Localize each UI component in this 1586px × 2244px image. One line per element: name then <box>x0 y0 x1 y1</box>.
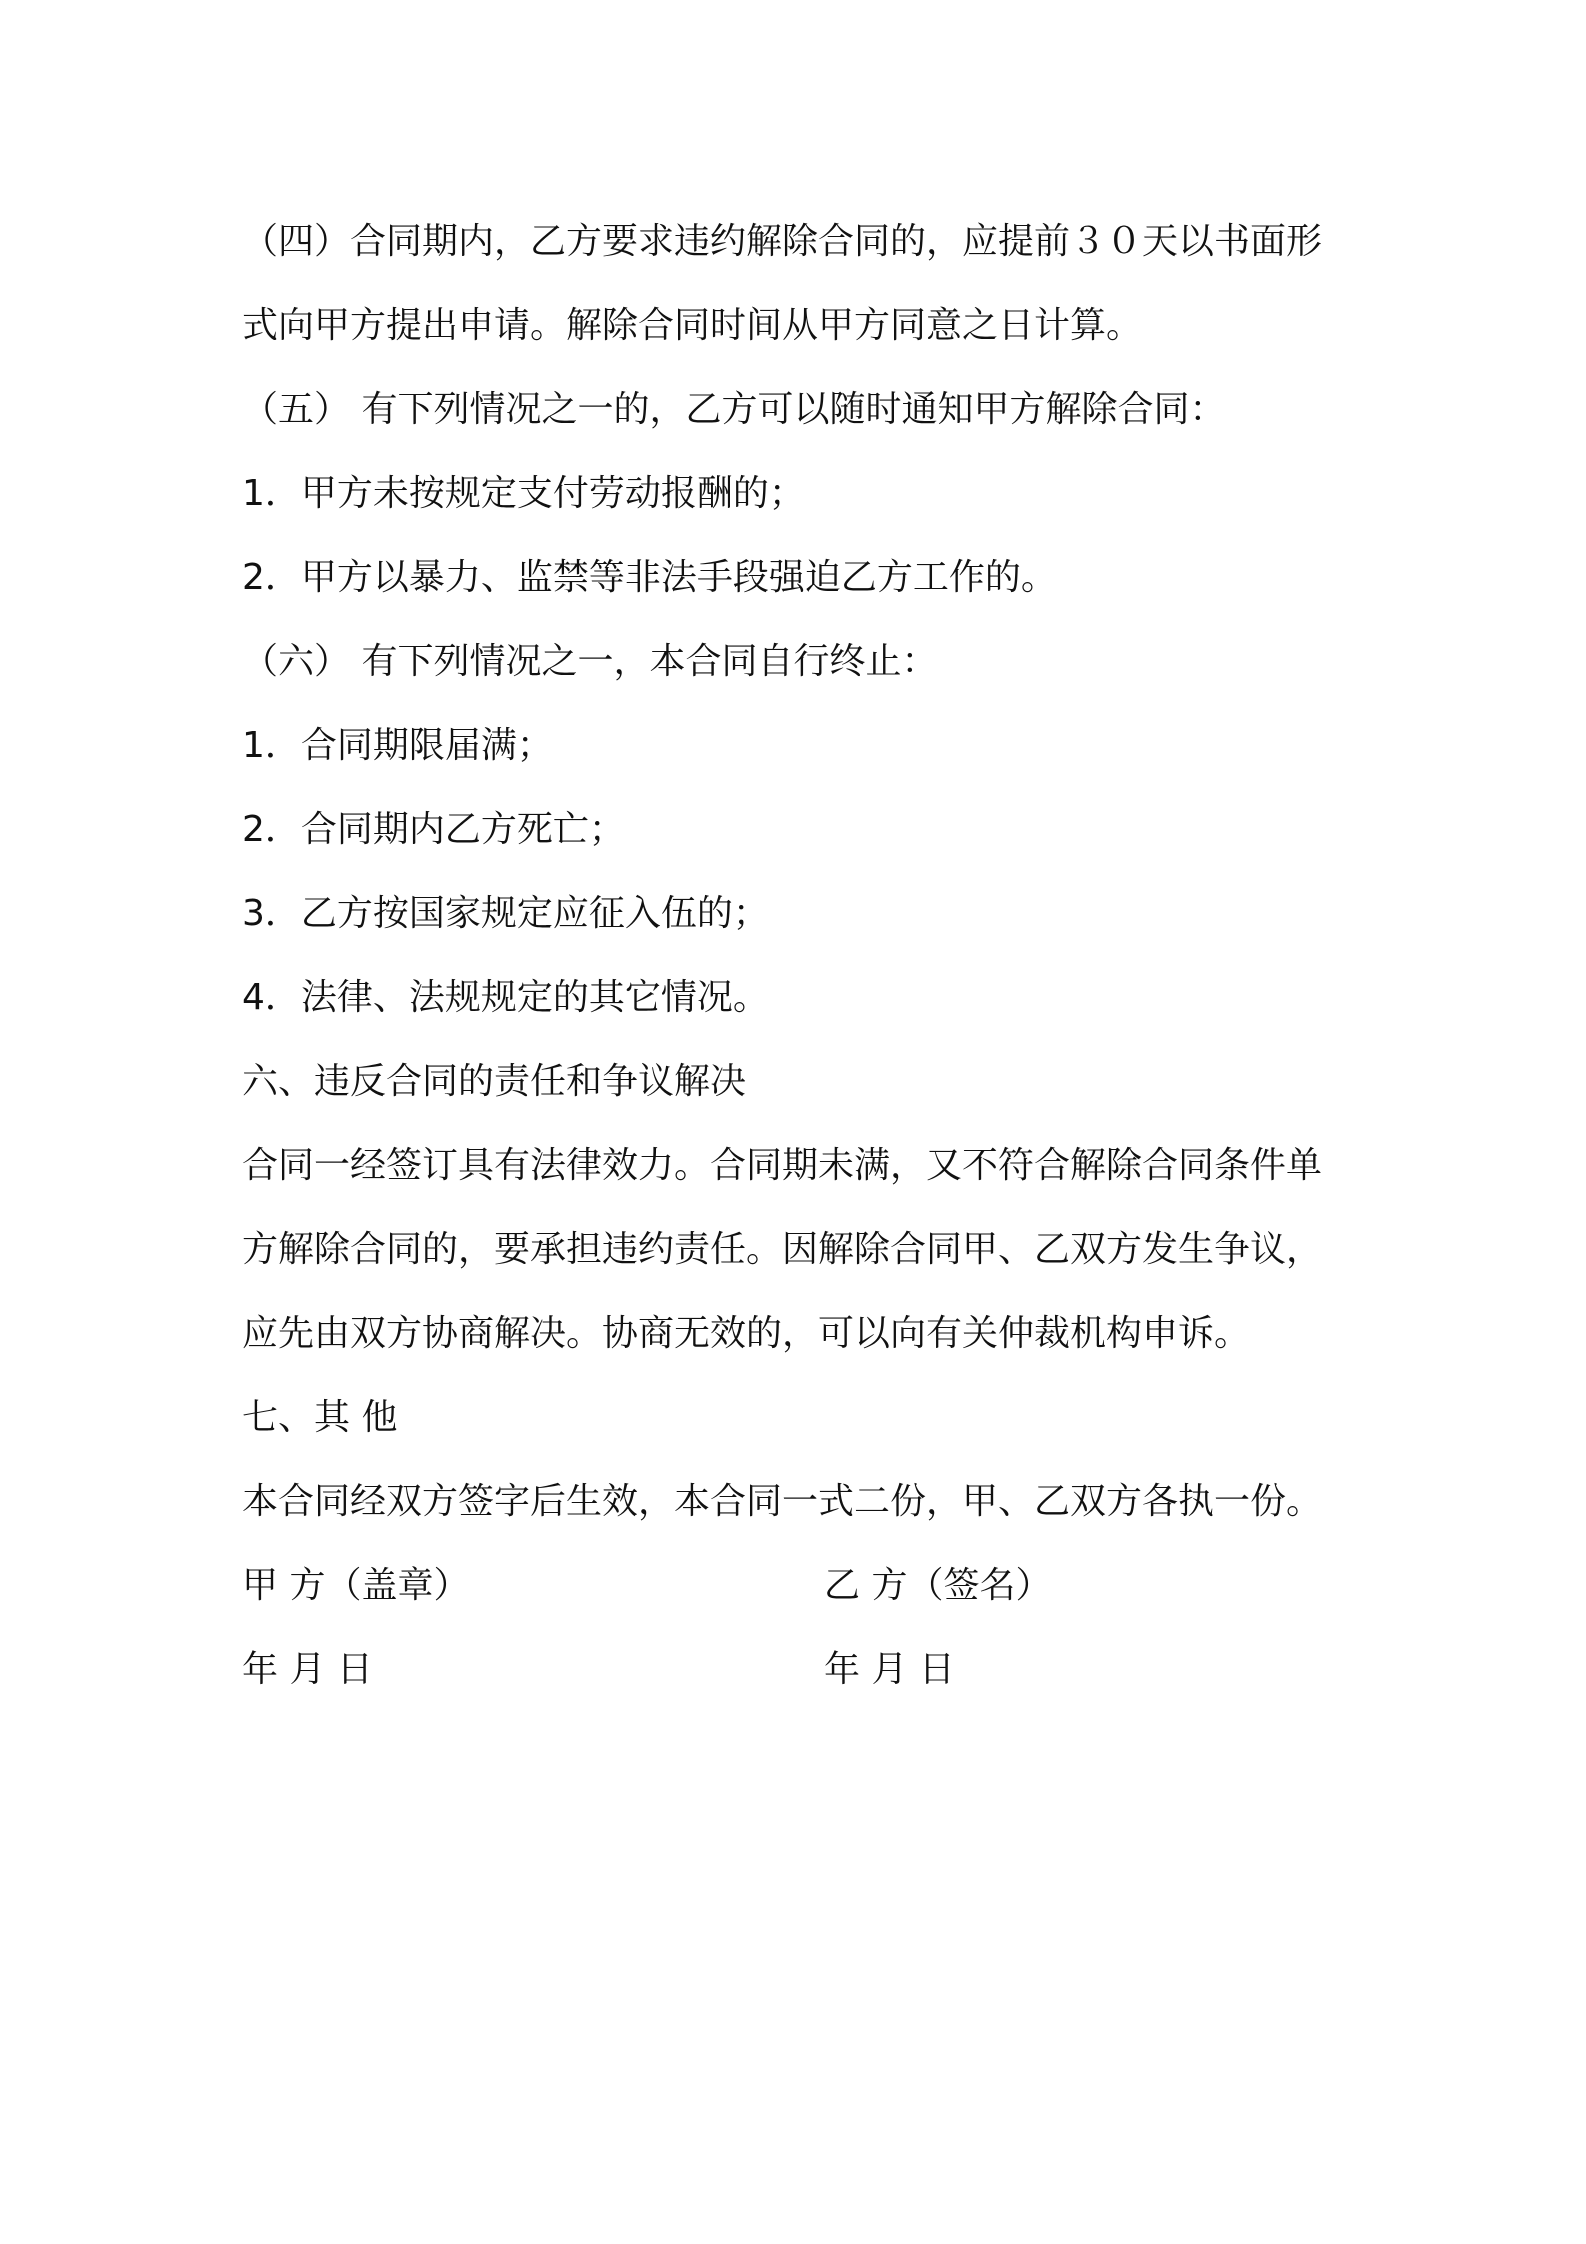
clause-6-item-4: 4．法律、法规规定的其它情况。 <box>242 977 769 1018</box>
party-b-label: 乙 方（签名） <box>824 1565 1052 1606</box>
section-7-title: 七、其 他 <box>242 1397 398 1438</box>
clause-6-item-2: 2．合同期内乙方死亡； <box>242 809 625 850</box>
clause-5-heading: （五） 有下列情况之一的，乙方可以随时通知甲方解除合同： <box>242 389 1226 430</box>
clause-4-line-1: （四）合同期内，乙方要求违约解除合同的，应提前３０天以书面形 <box>242 221 1323 262</box>
clause-6-item-3: 3．乙方按国家规定应征入伍的； <box>242 893 769 934</box>
party-a-date: 年 月 日 <box>242 1649 373 1690</box>
clause-5-item-1: 1．甲方未按规定支付劳动报酬的； <box>242 473 805 514</box>
party-b-date: 年 月 日 <box>824 1649 955 1690</box>
party-a-label: 甲 方（盖章） <box>242 1565 470 1606</box>
clause-6-item-1: 1．合同期限届满； <box>242 725 553 766</box>
section-6-paragraph-line-1: 合同一经签订具有法律效力。合同期未满，又不符合解除合同条件单 <box>242 1145 1323 1186</box>
clause-4-line-2: 式向甲方提出申请。解除合同时间从甲方同意之日计算。 <box>242 305 1143 346</box>
section-6-paragraph-line-3: 应先由双方协商解决。协商无效的，可以向有关仲裁机构申诉。 <box>242 1313 1251 1354</box>
clause-5-item-2: 2．甲方以暴力、监禁等非法手段强迫乙方工作的。 <box>242 557 1057 598</box>
clause-6-heading: （六） 有下列情况之一，本合同自行终止： <box>242 641 938 682</box>
signature-row <box>242 1544 1362 1628</box>
date-row <box>242 1628 1362 1712</box>
document-body <box>242 200 1362 1712</box>
section-6-title: 六、违反合同的责任和争议解决 <box>242 1061 747 1102</box>
section-6-paragraph-line-2: 方解除合同的，要承担违约责任。因解除合同甲、乙双方发生争议， <box>242 1229 1323 1270</box>
section-7-paragraph: 本合同经双方签字后生效，本合同一式二份，甲、乙双方各执一份。 <box>242 1481 1323 1522</box>
